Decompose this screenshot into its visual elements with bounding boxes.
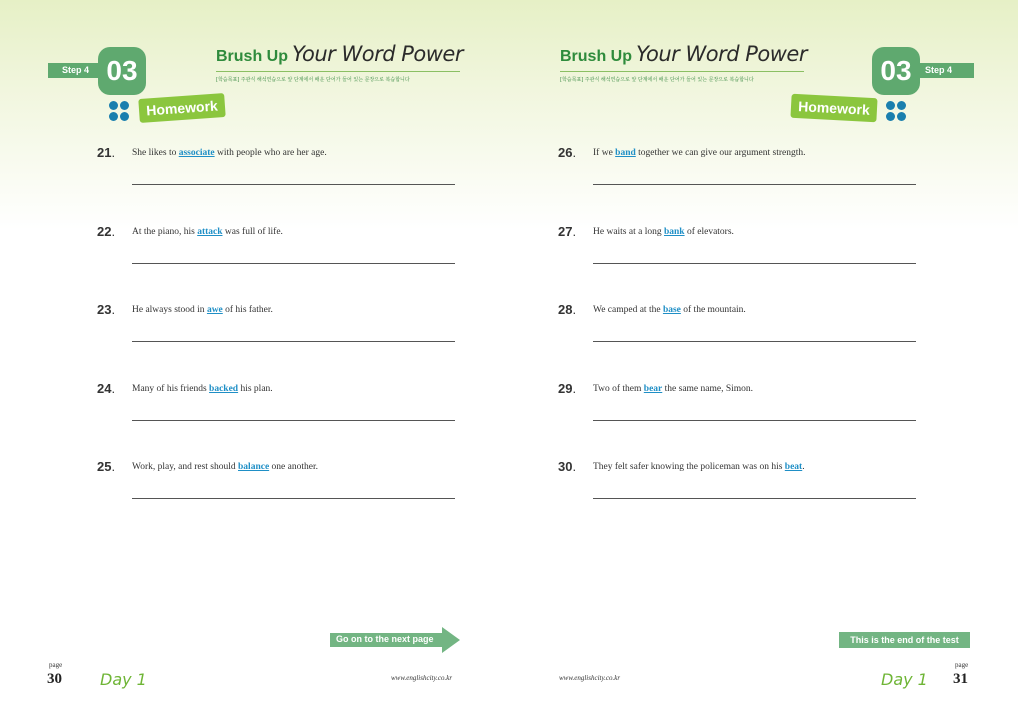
answer-line[interactable]: [132, 498, 455, 499]
answer-line[interactable]: [593, 498, 916, 499]
question-number: 25.: [97, 459, 116, 474]
learning-goal: [학습목표] 주관식 해석연습으로 앞 단계에서 배운 단어가 들어 있는 문장으로 복습합니다: [560, 77, 754, 83]
section-title: [560, 42, 805, 83]
keyword-link[interactable]: associate: [178, 148, 215, 158]
answer-line[interactable]: [132, 184, 455, 185]
title-bold: Brush Up: [560, 48, 632, 65]
step-tag: Step 4: [48, 63, 118, 78]
question-number: 26.: [558, 145, 577, 160]
question-sentence: At the piano, his attack was full of life.: [132, 227, 283, 237]
question-number: 21.: [97, 145, 116, 160]
unit-number-badge: 03: [98, 47, 146, 95]
question-item: [97, 299, 517, 359]
day-label: Day 1: [881, 670, 928, 689]
question-item: [558, 221, 978, 281]
answer-line[interactable]: [593, 420, 916, 421]
page-number: 31: [953, 671, 968, 687]
question-sentence: Two of them bear the same name, Simon.: [593, 384, 754, 394]
next-page-button[interactable]: [330, 627, 460, 653]
question-sentence: We camped at the base of the mountain.: [593, 305, 746, 315]
right-page: [509, 0, 1018, 720]
question-number: 22.: [97, 224, 116, 239]
keyword-link[interactable]: base: [662, 305, 681, 315]
title-bold: Brush Up: [216, 48, 288, 65]
website-url[interactable]: www.englishcity.co.kr: [391, 674, 453, 682]
answer-line[interactable]: [132, 263, 455, 264]
question-sentence: She likes to associate with people who are her age.: [132, 148, 327, 158]
website-url[interactable]: www.englishcity.co.kr: [559, 674, 621, 682]
keyword-link[interactable]: beat: [784, 462, 803, 472]
question-number: 29.: [558, 381, 577, 396]
answer-line[interactable]: [132, 341, 455, 342]
answer-line[interactable]: [593, 263, 916, 264]
title-script: Your Word Power: [636, 42, 807, 66]
four-dots-icon: [886, 101, 908, 123]
question-sentence: Many of his friends backed his plan.: [132, 384, 273, 394]
question-item: [97, 456, 517, 516]
next-page-label: Go on to the next page: [336, 634, 434, 644]
question-item: [558, 142, 978, 202]
four-dots-icon: [109, 101, 131, 123]
question-item: [558, 378, 978, 438]
question-number: 30.: [558, 459, 577, 474]
keyword-link[interactable]: balance: [238, 462, 270, 472]
homework-label: Homework: [138, 93, 225, 123]
learning-goal: [학습목표] 주관식 해석연습으로 앞 단계에서 배운 단어가 들어 있는 문장으로 복습합니다: [216, 77, 410, 83]
question-sentence: He waits at a long bank of elevators.: [593, 227, 734, 237]
question-item: [558, 456, 978, 516]
question-sentence: Work, play, and rest should balance one another.: [132, 462, 318, 472]
step-tag: Step 4: [904, 63, 974, 78]
question-item: [558, 299, 978, 359]
keyword-link[interactable]: bear: [643, 384, 663, 394]
question-item: [97, 221, 517, 281]
title-script: Your Word Power: [292, 42, 463, 66]
title-divider: [216, 71, 460, 72]
answer-line[interactable]: [132, 420, 455, 421]
question-number: 28.: [558, 302, 577, 317]
question-sentence: He always stood in awe of his father.: [132, 305, 273, 315]
section-title: [216, 42, 461, 83]
question-number: 23.: [97, 302, 116, 317]
end-of-test-label: This is the end of the test: [839, 632, 970, 648]
question-item: [97, 142, 517, 202]
question-number: 24.: [97, 381, 116, 396]
keyword-link[interactable]: band: [615, 148, 636, 158]
question-sentence: If we band together we can give our argument strength.: [593, 148, 806, 158]
keyword-link[interactable]: backed: [209, 384, 239, 394]
day-label: Day 1: [100, 670, 147, 689]
keyword-link[interactable]: attack: [197, 227, 223, 237]
question-sentence: They felt safer knowing the policeman was on his beat.: [593, 462, 805, 472]
question-item: [97, 378, 517, 438]
page-label: page: [955, 661, 969, 669]
homework-label: Homework: [790, 94, 877, 122]
answer-line[interactable]: [593, 184, 916, 185]
keyword-link[interactable]: bank: [663, 227, 685, 237]
question-number: 27.: [558, 224, 577, 239]
page-number: 30: [47, 671, 62, 687]
page-label: page: [49, 661, 63, 669]
answer-line[interactable]: [593, 341, 916, 342]
keyword-link[interactable]: awe: [206, 305, 223, 315]
unit-number-badge: 03: [872, 47, 920, 95]
title-divider: [560, 71, 804, 72]
